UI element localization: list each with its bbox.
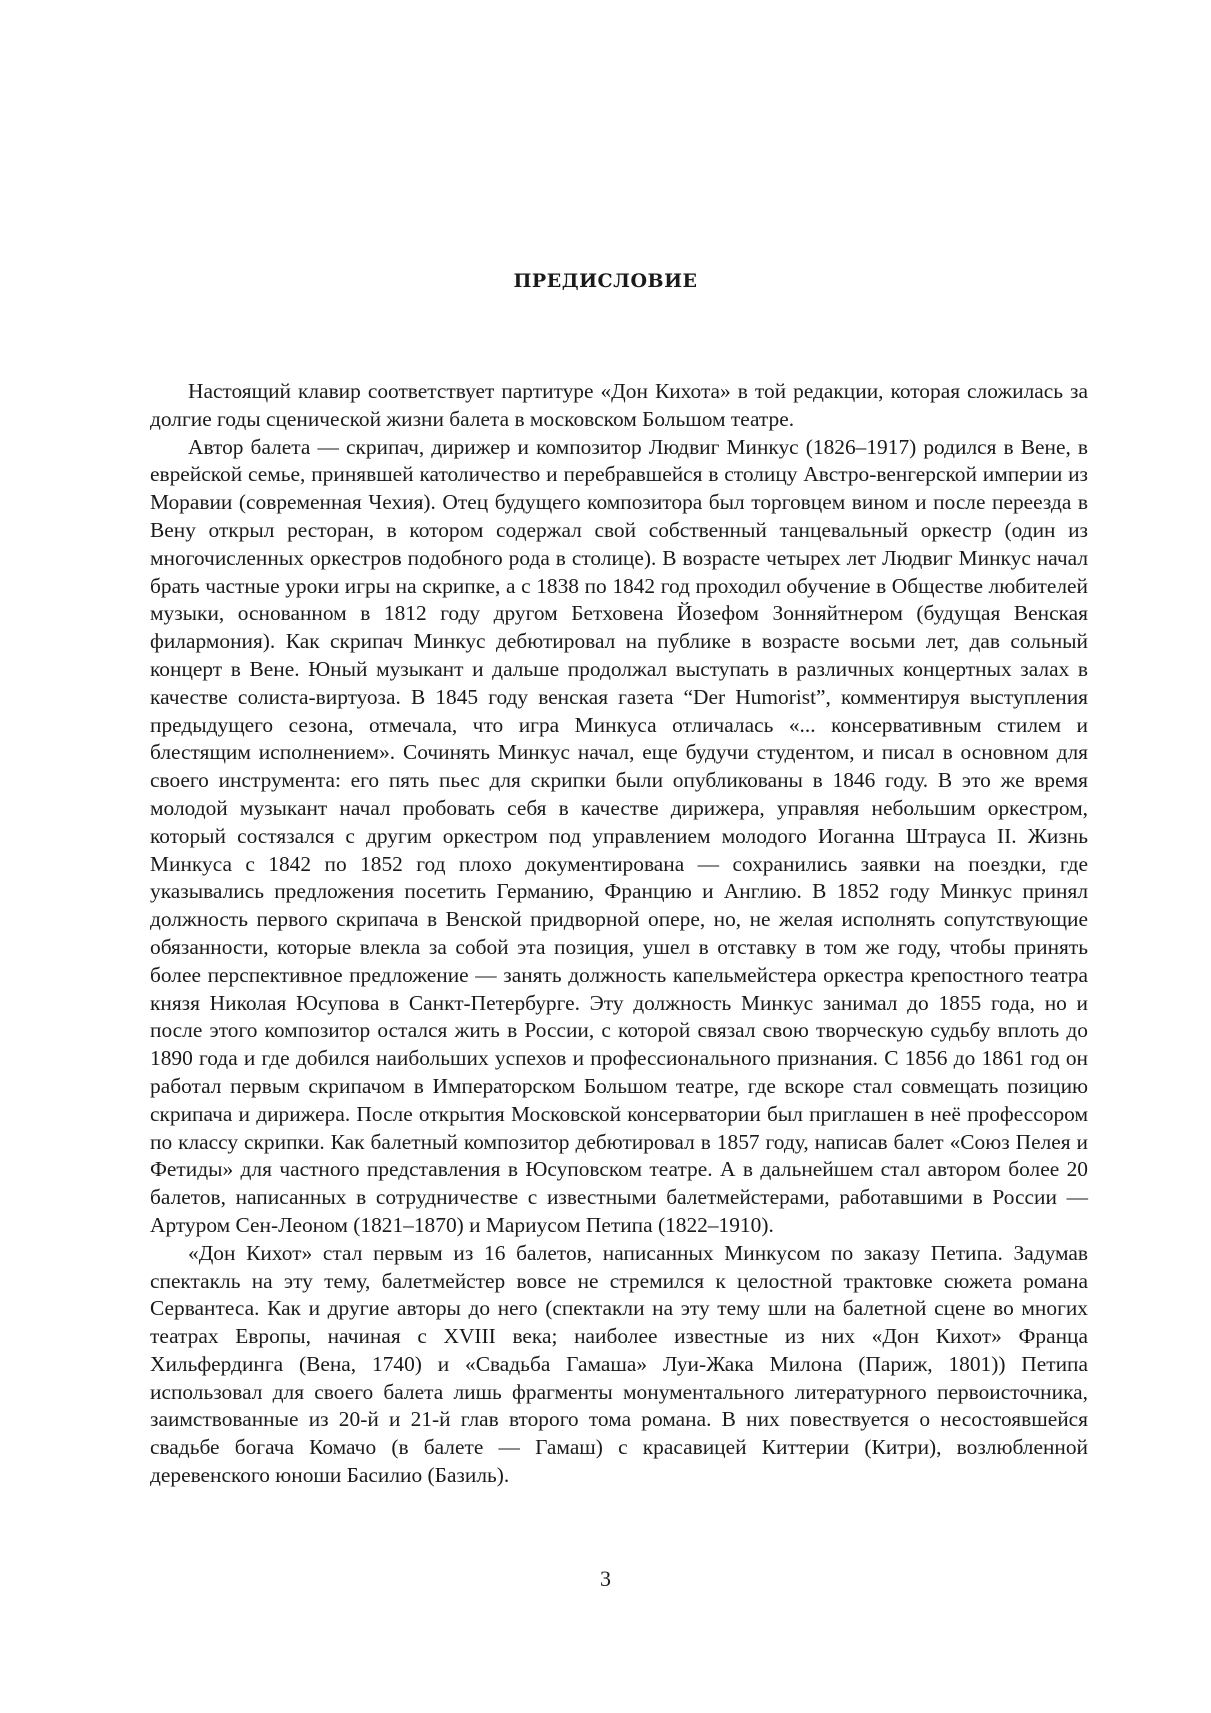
paragraph: Автор балета — скрипач, дирижер и композитор Людвиг Минкус (1826–1917) родился в Вене, в еврейской семье, принявшей католичество и перебравшейся в столицу Австро-венгерской империи из Моравии (современная Чехия). Отец будущего композитора был торговцем вином и после переезда в Вену открыл ресторан, в котором содержал свой собственный танцевальный оркестр (один из многочисленных оркестров подобного рода в столице). В возрасте четырех лет Людвиг Минкус начал брать частные уроки игры на скрипке, а с 1838 по 1842 год проходил обучение в Обществе любителей музыки, основанном в 1812 году другом Бетховена Йозефом Зонняйтнером (будущая Венская филармония). Как скрипач Минкус дебютировал на публике в возрасте восьми лет, дав сольный концерт в Вене. Юный музыкант и дальше продолжал выступать в различных концертных залах в качестве солиста-виртуоза. В 1845 году венская газета “Der Humorist”, комментируя выступления предыдущего сезона, отмечала, что игра Минкуса отличалась «... консервативным стилем и блестящим исполнением». Сочинять Минкус начал, еще будучи студентом, и писал в основном для своего инструмента: его пять пьес для скрипки были опубликованы в 1846 году. В это же время молодой музыкант начал пробовать себя в качестве дирижера, управляя небольшим оркестром, который состязался с другим оркестром под управлением молодого Иоганна Штрауса II. Жизнь Минкуса с 1842 по 1852 год плохо документирована — сохранились заявки на поездки, где указывались предложения посетить Германию, Францию и Англию. В 1852 году Минкус принял должность первого скрипача в Венской придворной опере, но, не желая исполнять сопутствующие обязанности, которые влекла за собой эта позиция, ушел в отставку в том же году, чтобы принять более перспективное предложение — занять должность капельмейстера оркестра крепостного театра князя Николая Юсупова в Санкт-Петербурге. Эту должность Минкус занимал до 1855 года, но и после этого композитор остался жить в России, с которой связал свою творческую судьбу вплоть до 1890 года и где добился наибольших успехов и профессионального признания. С 1856 до 1861 год он работал первым скрипачом в Императорском Большом театре, где вскоре стал совмещать позицию скрипача и дирижера. После открытия Московской консерватории был приглашен в неё профессором по классу скрипки. Как балетный композитор дебютировал в 1857 году, написав балет «Союз Пелея и Фетиды» для частного представления в Юсуповском театре. А в дальнейшем стал автором более 20 балетов, написанных в сотрудничестве с известными балетмейстерами, работавшими в России — Артуром Сен-Леоном (1821–1870) и Мариусом Петипа (1822–1910).: [150, 434, 1088, 1237]
preface-body: [150, 378, 1088, 1490]
paragraph: «Дон Кихот» стал первым из 16 балетов, написанных Минкусом по заказу Петипа. Задумав спектакль на эту тему, балетмейстер вовсе не стремился к целостной трактовке сюжета романа Сервантеса. Как и другие авторы до него (спектакли на эту тему шли на балетной сцене во многих театрах Европы, начиная с XVIII века; наиболее известные из них «Дон Кихот» Франца Хильфердинга (Вена, 1740) и «Свадьба Гамаша» Луи-Жака Милона (Париж, 1801)) Петипа использовал для своего балета лишь фрагменты монументального литературного первоисточника, заимствованные из 20-й и 21-й глав второго тома романа. В них повествуется о несостоявшейся свадьбе богача Комачо (в балете — Гамаш) с красавицей Киттерии (Китри), возлюбленной деревенского юноши Басилио (Базиль).: [150, 1240, 1088, 1488]
paragraph: Настоящий клавир соответствует партитуре «Дон Кихота» в той редакции, которая сложилась за долгие годы сценической жизни балета в московском Большом театре.: [150, 379, 1088, 431]
page-number: 3: [600, 1566, 611, 1591]
page-title: ПРЕДИСЛОВИЕ: [513, 270, 698, 292]
